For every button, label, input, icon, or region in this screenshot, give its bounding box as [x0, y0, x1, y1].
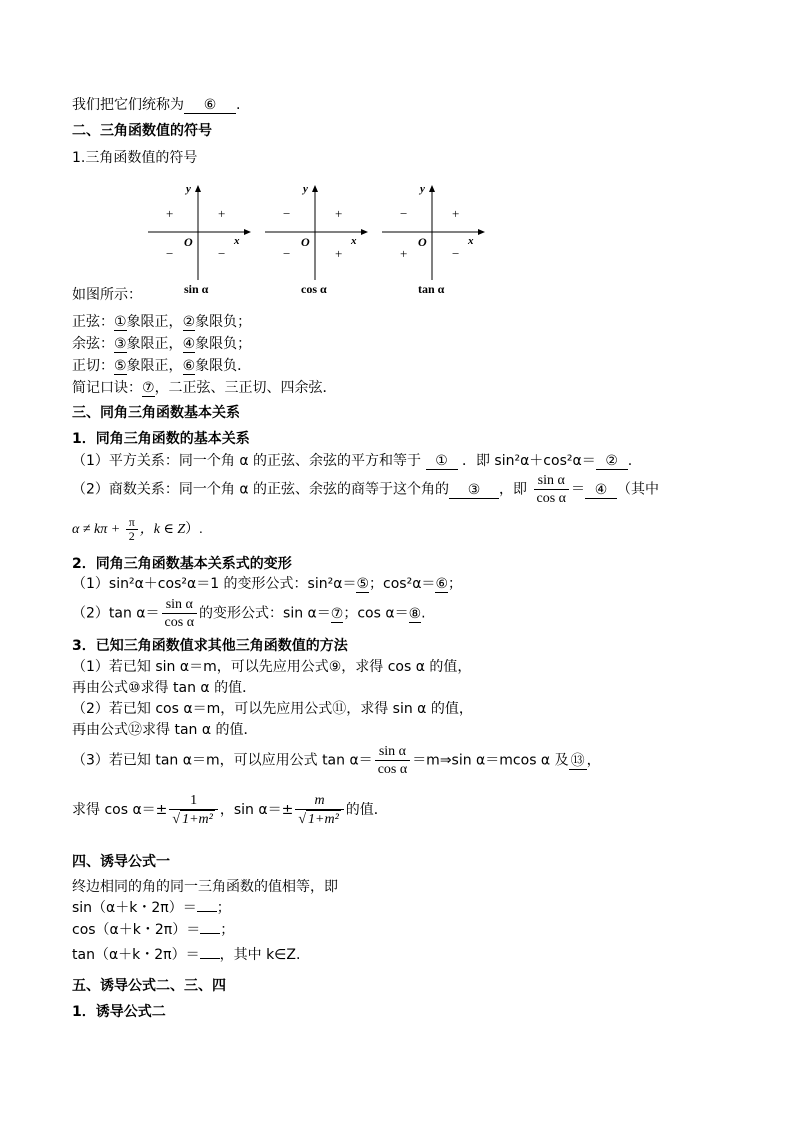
- blank-cos: [200, 933, 220, 934]
- origin-label: O: [184, 235, 193, 249]
- section-4-intro: 终边相同的角的同一三角函数的值相等，即: [72, 879, 338, 895]
- diagram-sin: [148, 183, 250, 296]
- blank-tan: [200, 958, 220, 959]
- blank-13: ⑬: [570, 752, 585, 769]
- fraction-one-over-sqrt: $\frac{1}{\text{√ 1+m²}}$: [169, 792, 217, 828]
- diagram-label: sin α: [184, 282, 209, 296]
- formula-tan: tan（α＋k・2π）＝ ，其中 k∈Z.: [72, 947, 301, 963]
- intro-line: 我们把它们统称为 ⑥ .: [72, 97, 241, 113]
- blank-3: ③: [449, 482, 499, 499]
- formula-sin: sin（α＋k・2π）＝ ；: [72, 900, 231, 916]
- sign-line-sin: 正弦：①象限正，②象限负；: [72, 314, 252, 330]
- q3-sign: −: [166, 246, 174, 261]
- blank-6: ⑥: [184, 97, 236, 114]
- section-5-title: 五、诱导公式二、三、四: [72, 978, 226, 994]
- method-2a: （2）若已知 cos α＝m，可以先应用公式⑪，求得 sin α 的值，: [72, 701, 473, 717]
- section-3-heading-1: 1．同角三角函数的基本关系: [72, 431, 250, 447]
- q1-sign: +: [218, 206, 226, 221]
- q4-sign: −: [452, 246, 460, 261]
- origin-label: O: [301, 235, 310, 249]
- origin-label: O: [418, 235, 427, 249]
- sign-diagrams: [140, 180, 500, 300]
- fraction-sin-over-cos: $\frac{\text{sin α}}{\text{cos α}}$: [375, 743, 411, 778]
- method-1b: 再由公式⑩求得 tan α 的值．: [72, 680, 257, 696]
- figure-caption: 如图所示：: [72, 287, 142, 303]
- section-3-title: 三、同角三角函数基本关系: [72, 405, 240, 421]
- section-3-heading-2: 2．同角三角函数基本关系式的变形: [72, 556, 292, 572]
- blank-2: ②: [596, 453, 628, 470]
- q4-sign: −: [218, 246, 226, 261]
- blank-4: ④: [585, 482, 617, 499]
- q2-sign: −: [400, 206, 408, 221]
- fraction-m-over-sqrt: $\frac{m}{\text{√ 1+m²}}$: [295, 792, 343, 828]
- method-3: （3）若已知 tan α＝m，可以应用公式 tan α＝ $\frac{\text{sin α}}{\text{cos α}}$ ＝m⇒sin α＝mcos α 及 ⑬ ，: [72, 744, 601, 777]
- fraction-sin-over-cos: $\frac{\text{sin α}}{\text{cos α}}$: [534, 472, 570, 507]
- q4-sign: +: [335, 246, 343, 261]
- section-4-title: 四、诱导公式一: [72, 854, 170, 870]
- blank-sin: [197, 911, 217, 912]
- fraction-sin-over-cos: $\frac{\text{sin α}}{\text{cos α}}$: [162, 596, 198, 631]
- method-2b: 再由公式⑫求得 tan α 的值．: [72, 722, 258, 738]
- section-2-subtitle: 1.三角函数值的符号: [72, 150, 198, 166]
- x-axis-label: x: [234, 235, 240, 247]
- section-2-title: 二、三角函数值的符号: [72, 123, 212, 139]
- condition-line: α ≠ kπ + $\frac{\pi}{2}$ ，k ∈ Z）.: [72, 515, 203, 544]
- mnemonic-line: 简记口诀：⑦，二正弦、三正切、四余弦．: [72, 380, 337, 396]
- section-5-heading-1: 1．诱导公式二: [72, 1004, 166, 1020]
- diagram-label: cos α: [301, 282, 327, 296]
- formula-cos: cos（α＋k・2π）＝ ；: [72, 922, 235, 938]
- y-axis-label: y: [420, 183, 425, 195]
- diagram-tan: [382, 183, 484, 296]
- q1-sign: +: [452, 206, 460, 221]
- q1-sign: +: [335, 206, 343, 221]
- sign-line-tan: 正切：⑤象限正，⑥象限负．: [72, 358, 252, 374]
- method-1a: （1）若已知 sin α＝m，可以先应用公式⑨，求得 cos α 的值，: [72, 659, 472, 675]
- variant-line-2: （2）tan α＝ $\frac{\text{sin α}}{\text{cos α}}$ 的变形公式：sin α＝⑦；cos α＝⑧.: [72, 597, 426, 630]
- x-axis-label: x: [351, 235, 357, 247]
- x-axis-label: x: [468, 235, 474, 247]
- q2-sign: +: [166, 206, 174, 221]
- q3-sign: −: [283, 246, 291, 261]
- diagram-cos: [265, 183, 367, 296]
- quotient-relation-line: （2）商数关系：同一个角 α 的正弦、余弦的商等于这个角的 ③ ，即 $\frac{\text{sin α}}{\text{cos α}}$ ＝ ④ （其中: [72, 473, 659, 506]
- q3-sign: +: [400, 246, 408, 261]
- result-line: 求得 cos α＝± $\frac{1}{\text{√ 1+m²}}$ ，sin α＝± $\frac{m}{\text{√ 1+m²}}$ 的值．: [72, 793, 388, 827]
- section-3-heading-3: 3．已知三角函数值求其他三角函数值的方法: [72, 638, 348, 654]
- square-relation-line: （1）平方关系：同一个角 α 的正弦、余弦的平方和等于 ① ．即 sin²α＋cos²α＝ ② .: [72, 453, 633, 469]
- sign-line-cos: 余弦：③象限正，④象限负；: [72, 336, 252, 352]
- variant-line-1: （1）sin²α＋cos²α＝1 的变形公式：sin²α＝⑤；cos²α＝⑥；: [72, 576, 462, 592]
- y-axis-label: y: [303, 183, 308, 195]
- diagram-label: tan α: [418, 282, 445, 296]
- q2-sign: −: [283, 206, 291, 221]
- y-axis-label: y: [186, 183, 191, 195]
- blank-1: ①: [426, 453, 458, 470]
